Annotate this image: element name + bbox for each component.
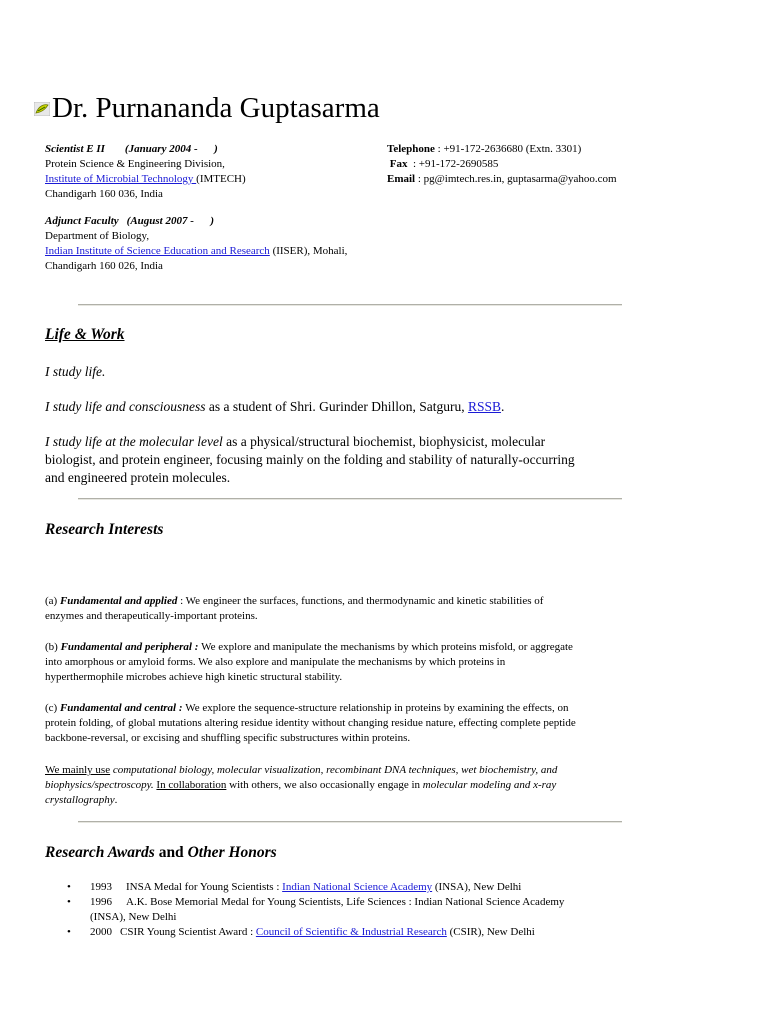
list-item xyxy=(45,880,645,895)
item-prefix: (b) xyxy=(45,641,61,653)
contact-block xyxy=(387,142,747,187)
position-adjunct xyxy=(45,214,445,274)
imtech-link[interactable]: Institute of Microbial Technology xyxy=(45,173,197,185)
awards-heading-b: and xyxy=(154,844,188,861)
position-primary xyxy=(45,142,375,202)
methods-list: crystallography xyxy=(45,794,115,806)
methods-list: molecular modeling and x-ray xyxy=(422,779,557,791)
item-text: enzymes and therapeutically-important proteins. xyxy=(45,610,258,622)
item-prefix: (a) xyxy=(45,595,60,607)
list-item xyxy=(45,895,645,925)
methods-list: biophysics/spectroscopy. xyxy=(45,779,154,791)
email-value: : pg@imtech.res.in, guptasarma@yahoo.com xyxy=(415,173,617,185)
rssb-link[interactable]: RSSB xyxy=(467,399,501,414)
life-line-1 xyxy=(45,363,645,381)
life-line-3a: as a physical/structural biochemist, biophysicist, molecular xyxy=(222,434,546,449)
item-prefix: (c) xyxy=(45,702,60,714)
methods-intro: We mainly use xyxy=(45,764,111,776)
email-label: Email xyxy=(387,173,416,185)
item-text: We explore the sequence-structure relationship in proteins by examining the effects, on xyxy=(185,702,569,714)
award-text: (INSA), New Delhi xyxy=(90,911,177,923)
bullet-icon: • xyxy=(67,926,71,938)
life-line-3c: and engineered protein molecules. xyxy=(45,470,231,485)
divider xyxy=(78,498,622,500)
methods-text: with others, we also occasionally engage in xyxy=(226,779,423,791)
award-suffix: (CSIR), New Delhi xyxy=(446,926,535,938)
adjunct-title: Adjunct Faculty xyxy=(45,215,119,227)
csir-link[interactable]: Council of Scientific & Industrial Research xyxy=(255,926,447,938)
methods-list: computational biology, molecular visualization, recombinant DNA techniques, wet biochemistry, and xyxy=(110,764,558,776)
award-year: 2000 xyxy=(90,926,112,938)
divider xyxy=(78,821,622,823)
department-text: Department of Biology, xyxy=(45,230,150,242)
awards-heading-c: Other Honors xyxy=(187,844,277,861)
insa-link[interactable]: Indian National Science Academy xyxy=(282,881,433,893)
telephone-value: : +91-172-2636680 (Extn. 3301) xyxy=(434,143,582,155)
iiser-suffix: (IISER), Mohali, xyxy=(269,245,348,257)
item-label: Fundamental and applied xyxy=(59,595,181,607)
period: . xyxy=(114,794,118,806)
adjunct-dates: (August 2007 - ) xyxy=(126,215,215,227)
awards-list xyxy=(45,880,645,940)
address-text: Chandigarh 160 036, India xyxy=(45,188,163,200)
research-methods xyxy=(45,763,665,808)
molecular-level-text: I study life at the molecular level xyxy=(45,434,223,449)
award-text: A.K. Bose Memorial Medal for Young Scientists, Life Sciences : Indian National Science Academy xyxy=(126,896,565,908)
award-year: 1996 xyxy=(90,896,112,908)
adjunct-address: Chandigarh 160 026, India xyxy=(45,260,163,272)
item-text: : We engineer the surfaces, functions, and thermodynamic and kinetic stabilities of xyxy=(180,595,544,607)
item-text: protein folding, of global mutations altering residue identity without changing residue nature, effecting complete peptide xyxy=(45,717,576,729)
item-text: hyperthermophile microbes achieve high kinetic structural stability. xyxy=(45,671,343,683)
period: . xyxy=(500,399,505,414)
award-text: CSIR Young Scientist Award : xyxy=(120,926,256,938)
research-item-c xyxy=(45,701,665,746)
position-title: Scientist E II xyxy=(45,143,105,155)
division-text: Protein Science & Engineering Division, xyxy=(45,158,225,170)
bullet-icon: • xyxy=(67,881,71,893)
life-line-3b: biologist, and protein engineer, focusing mainly on the folding and stability of naturally-occurring xyxy=(45,452,575,467)
research-heading: Research Interests xyxy=(45,521,164,538)
telephone-label: Telephone xyxy=(387,143,435,155)
leaf-arrow-icon xyxy=(34,102,50,116)
collaboration-text: In collaboration xyxy=(156,779,227,791)
consciousness-text: I study life and consciousness xyxy=(45,399,206,414)
research-item-b xyxy=(45,640,645,685)
item-label: Fundamental and central : xyxy=(59,702,186,714)
list-item xyxy=(45,925,645,940)
satguru-text: as a student of Shri. Gurinder Dhillon, Satguru, xyxy=(205,399,468,414)
life-line-1-text: I study life. xyxy=(45,364,106,379)
item-text: We explore and manipulate the mechanisms by which proteins misfold, or aggregate xyxy=(201,641,573,653)
awards-heading xyxy=(45,843,277,863)
bullet-icon: • xyxy=(67,896,71,908)
award-year: 1993 xyxy=(90,881,112,893)
award-suffix: (INSA), New Delhi xyxy=(432,881,522,893)
iiser-link[interactable]: Indian Institute of Science Education and Research xyxy=(45,245,270,257)
item-label: Fundamental and peripheral : xyxy=(60,641,202,653)
page-title xyxy=(34,90,380,126)
imtech-abbr: (IMTECH) xyxy=(196,173,246,185)
author-name: Dr. Purnananda Guptasarma xyxy=(52,92,380,124)
life-line-2 xyxy=(45,398,645,416)
divider xyxy=(78,304,622,306)
award-text: INSA Medal for Young Scientists : xyxy=(126,881,283,893)
life-work-heading: Life & Work xyxy=(45,326,125,343)
life-line-3 xyxy=(45,433,665,487)
position-dates: (January 2004 - ) xyxy=(124,143,218,155)
item-text: into amorphous or amyloid forms. We also explore and manipulate the mechanisms by which proteins in xyxy=(45,656,506,668)
awards-heading-a: Research Awards xyxy=(45,844,155,861)
fax-label: Fax xyxy=(389,158,408,170)
item-text: backbone-reversal, or excising and shuffling specific substructures within proteins. xyxy=(45,732,411,744)
research-item-a xyxy=(45,594,645,624)
fax-value: : +91-172-2690585 xyxy=(407,158,499,170)
